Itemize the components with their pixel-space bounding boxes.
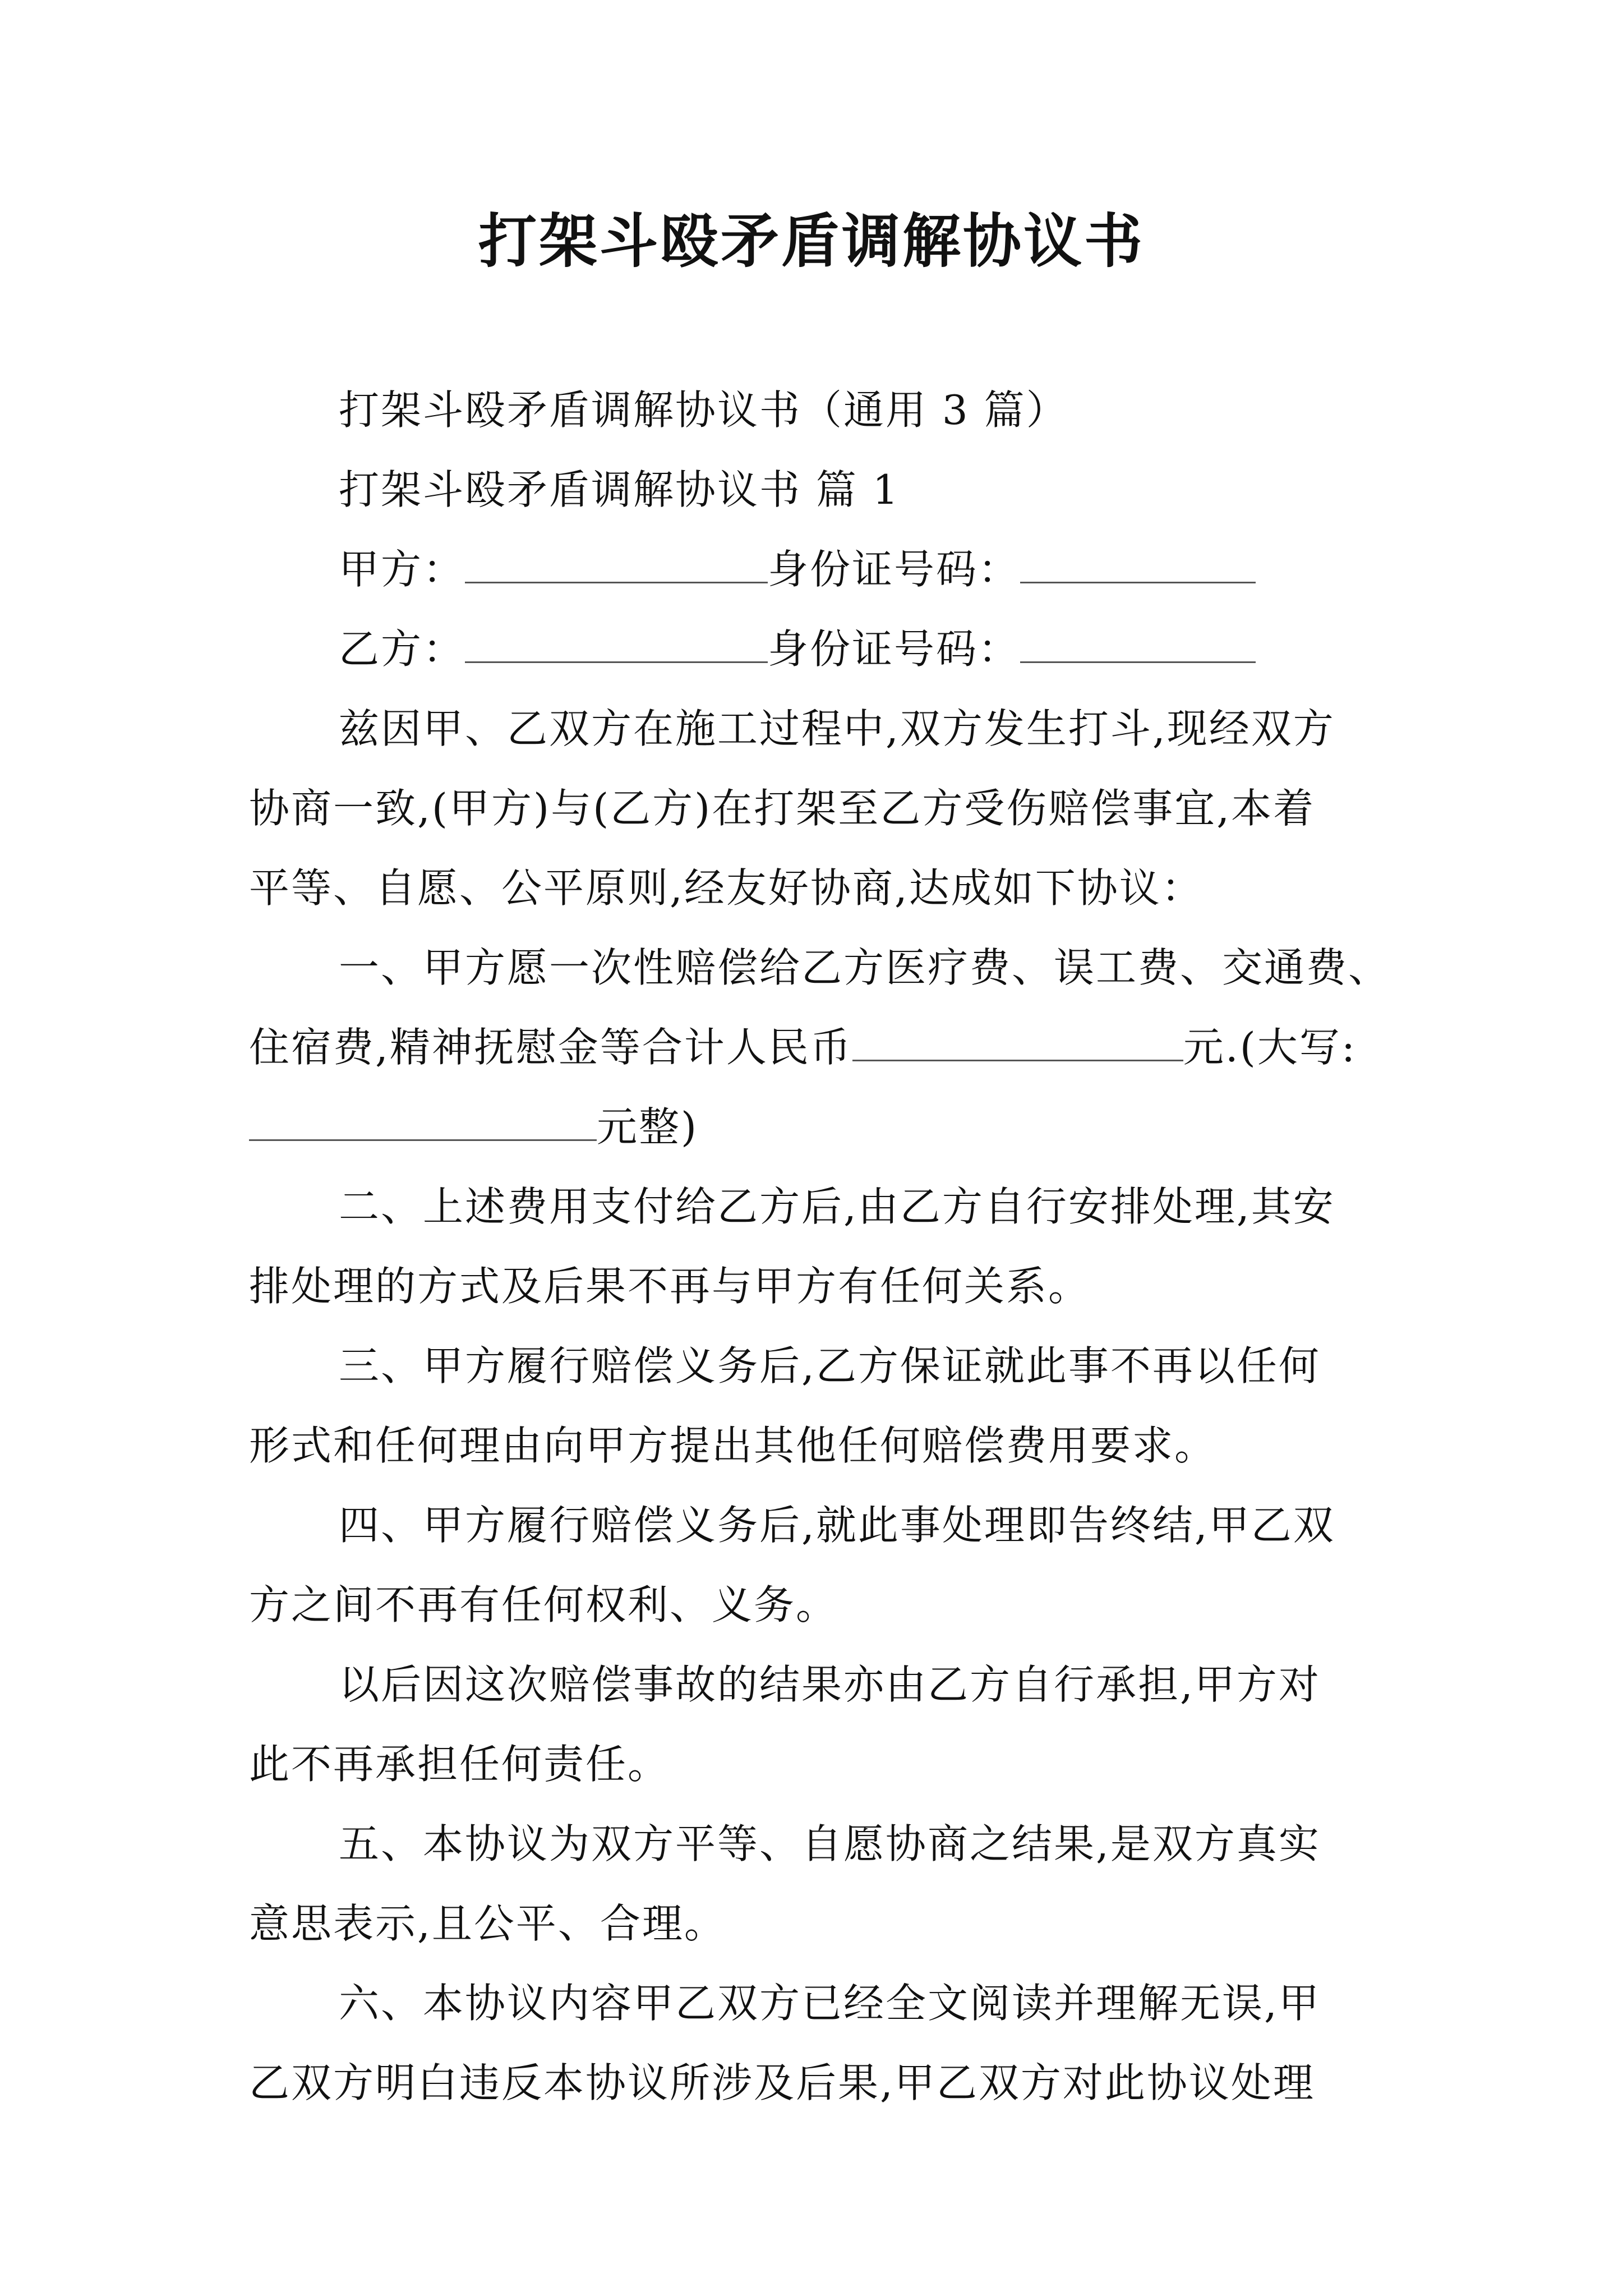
clause-3-line: 形式和任何理由向甲方提出其他任何赔偿费用要求。 — [249, 1422, 1217, 1469]
clause-6-line: 乙双方明白违反本协议所涉及后果,甲乙双方对此协议处理 — [249, 2059, 1315, 2106]
party-b-row — [249, 609, 1386, 689]
amount-in-words-blank — [249, 1100, 597, 1141]
preamble-line: 协商一致,(甲方)与(乙方)在打架至乙方受伤赔偿事宜,本着 — [249, 785, 1316, 832]
clause-4-line: 方之间不再有任何权利、义务。 — [249, 1581, 838, 1628]
clause-2-line: 排处理的方式及后果不再与甲方有任何关系。 — [249, 1263, 1091, 1310]
party-b-label: 乙方： — [339, 625, 465, 673]
clause-4-note-line: 此不再承担任何责任。 — [249, 1741, 670, 1788]
party-a-name-blank — [465, 542, 768, 583]
document-title: 打架斗殴矛盾调解协议书 — [478, 206, 1145, 275]
clause-1-text: 元.(大写: — [1183, 1024, 1357, 1071]
clause-6-line: 六、本协议内容甲乙双方已经全文阅读并理解无误,甲 — [339, 1980, 1321, 2027]
amount-blank — [852, 1020, 1183, 1061]
clause-4-note-line: 以后因这次赔偿事故的结果亦由乙方自行承担,甲方对 — [339, 1661, 1321, 1708]
document-subtitle: 打架斗殴矛盾调解协议书（通用 3 篇） — [339, 386, 1068, 434]
clause-3-line: 三、甲方履行赔偿义务后,乙方保证就此事不再以任何 — [339, 1342, 1321, 1389]
party-b-name-blank — [465, 622, 768, 663]
clause-1-text: 元整) — [597, 1103, 699, 1151]
clause-4-line: 四、甲方履行赔偿义务后,就此事处理即告终结,甲乙双 — [339, 1502, 1335, 1549]
preamble-line: 平等、自愿、公平原则,经友好协商,达成如下协议： — [249, 864, 1204, 912]
clause-1-line: 一、甲方愿一次性赔偿给乙方医疗费、误工费、交通费、 — [339, 944, 1391, 991]
clause-1-text: 住宿费,精神抚慰金等合计人民币 — [249, 1024, 852, 1071]
clause-1-caps-row — [249, 1087, 1386, 1167]
clause-5-line: 五、本协议为双方平等、自愿协商之结果,是双方真实 — [339, 1820, 1321, 1867]
preamble-line: 兹因甲、乙双方在施工过程中,双方发生打斗,现经双方 — [339, 705, 1335, 752]
section-heading: 打架斗殴矛盾调解协议书 篇 1 — [339, 466, 900, 513]
party-a-label: 甲方： — [339, 546, 465, 593]
party-b-id-blank — [1020, 622, 1256, 663]
clause-1-amount-row — [249, 1007, 1386, 1087]
clause-5-line: 意思表示,且公平、合理。 — [249, 1900, 726, 1947]
clause-2-line: 二、上述费用支付给乙方后,由乙方自行安排处理,其安 — [339, 1183, 1335, 1230]
party-a-row — [249, 530, 1386, 609]
document-body — [249, 370, 1391, 2123]
party-b-id-label: 身份证号码： — [768, 625, 1021, 673]
party-a-id-blank — [1020, 542, 1256, 583]
party-a-id-label: 身份证号码： — [768, 546, 1021, 593]
